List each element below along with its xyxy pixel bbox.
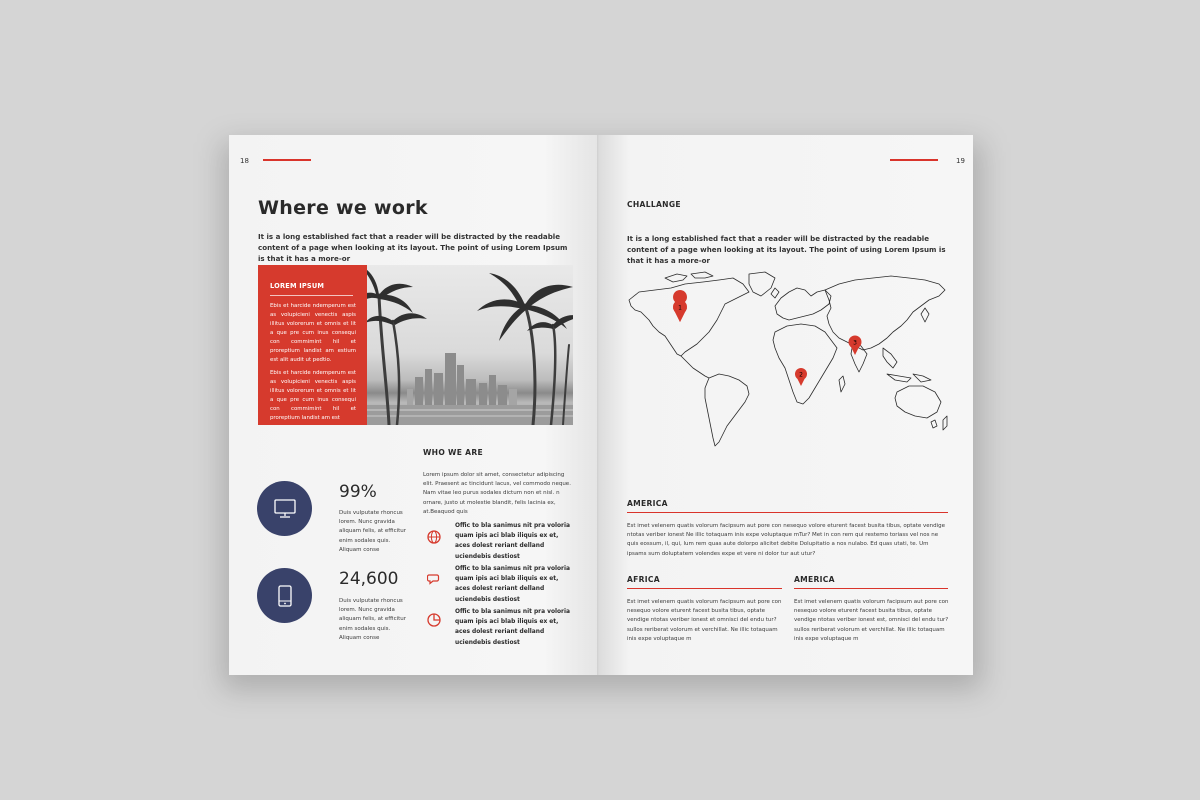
region-heading: AFRICA bbox=[627, 575, 660, 584]
region-divider bbox=[627, 588, 782, 589]
who-we-are-text: Lorem ipsum dolor sit amet, consectetur adipiscing elit. Praesent ac tincidunt lacus, vel commodo neque. Nam vitae leo purus sodales dictum non et nisl. n ornare, justo ut molestie blandit, felis lacinia ex, at.Beaquod quis bbox=[423, 472, 571, 515]
feature-icon bbox=[427, 571, 441, 590]
stat-text: Duis vulputate rhoncus lorem. Nunc gravida aliquam felis, at efficitur enim sodales quis. Aliquam conse bbox=[339, 510, 407, 553]
challenge-heading: CHALLANGE bbox=[627, 200, 681, 209]
page-accent-line bbox=[263, 159, 311, 161]
page-title: Where we work bbox=[258, 197, 428, 219]
monitor-icon bbox=[272, 496, 298, 522]
feature-icon bbox=[427, 529, 441, 548]
page-number: 18 bbox=[240, 157, 249, 165]
page-number: 19 bbox=[956, 157, 965, 165]
stat-text: Duis vulputate rhoncus lorem. Nunc gravida aliquam felis, at efficitur enim sodales quis. Aliquam conse bbox=[339, 598, 407, 641]
right-page bbox=[599, 135, 973, 675]
stat-value: 99% bbox=[339, 482, 377, 502]
tablet-icon bbox=[272, 583, 298, 609]
box-title: LOREM IPSUM bbox=[270, 282, 325, 290]
pin-label: 3 bbox=[853, 339, 857, 347]
city-palm-photo bbox=[367, 265, 573, 425]
pie-chart-icon bbox=[427, 613, 441, 627]
world-map-outline bbox=[625, 270, 949, 450]
feature-text: Offic to bla sanimus nit pra voloria quam ipis aci blab iliquis ex et, aces dolest reriant delland uciendebis destiost bbox=[455, 566, 570, 603]
feature-text: Offic to bla sanimus nit pra voloria quam ipis aci blab iliquis ex et, aces dolest reriant delland uciendebis destiost bbox=[455, 523, 570, 560]
stat-circle bbox=[257, 481, 312, 536]
map-pin bbox=[795, 368, 807, 386]
page-accent-line bbox=[890, 159, 938, 161]
globe-icon bbox=[427, 530, 441, 544]
chat-icon bbox=[427, 572, 441, 586]
region-divider bbox=[794, 588, 948, 589]
lorem-ipsum-box bbox=[258, 265, 367, 425]
feature-icon bbox=[427, 612, 441, 631]
intro-text: It is a long established fact that a reader will be distracted by the readable content of a page when looking at its layout. The point of using Lorem Ipsum is that it has a more-or bbox=[627, 234, 946, 265]
region-text: Est imet velenem quatis volorum facipsum aut pore con nesequo volore eturent facest busita tibus, optate vendige ntotas veriber ionest et omnisci del endu tur? sullos reriberat volorum et verchillat. Ne illic totaquam inis expe voluptaque m bbox=[627, 599, 782, 642]
box-paragraph: Ebis et harcide ndemperum est as volupicieni venectis aspis illitus volorerum et omnis et lit a que pre cum inus consequi con commimint hil et proreptium landist am estium est alit audit ut pedtio. bbox=[270, 303, 356, 363]
map-pin bbox=[673, 290, 687, 322]
stat-value: 24,600 bbox=[339, 569, 399, 589]
region-text: Est imet velenem quatis volorum facipsum aut pore con nesequo volore eturent facest busita tibus, optate vendige ntotas veriber ionest est, omnisci del endu tur? sullos reriberat volorum et verchillat. Ne illic totaquam inis expe voluptaque m bbox=[794, 599, 949, 642]
photo-illustration bbox=[367, 265, 573, 425]
feature-text: Offic to bla sanimus nit pra voloria quam ipis aci blab iliquis ex et, aces dolest reriant delland uciendebis destiost bbox=[455, 609, 570, 646]
map-pin bbox=[849, 336, 862, 356]
box-paragraph: Ebis et harcide ndemperum est as volupicieni venectis aspis illitus volorerum et omnis et lit a que pre cum inus consequi con commimint hil et proreptium landist am est bbox=[270, 370, 356, 421]
stat-circle bbox=[257, 568, 312, 623]
region-divider bbox=[627, 512, 948, 513]
region-text: Est imet velenem quatis volorum facipsum aut pore con nesequo volore eturent facest busita tibus, optate vendige ntotas veriber ionest Ne illic totaquam inis expe voluptaque mTur? Met in con rem qui restemo toriass vel nos ne quis eossum, il, qui, lum rem quas aute dolorpo alicitet debite Dolupitatio a nos nulabo. Ed quas utati, te. Um ipsams sum doluptatem volendes expe et vere ni dolor tur aut utur? bbox=[627, 523, 946, 557]
box-divider bbox=[270, 295, 353, 296]
region-heading: AMERICA bbox=[794, 575, 835, 584]
world-map bbox=[625, 270, 949, 454]
region-heading: AMERICA bbox=[627, 499, 668, 508]
left-page bbox=[229, 135, 599, 675]
intro-text: It is a long established fact that a reader will be distracted by the readable content of a page when looking at its layout. The point of using Lorem Ipsum is that it has a more-or bbox=[258, 232, 568, 263]
pin-label: 1 bbox=[678, 304, 682, 312]
who-we-are-heading: WHO WE ARE bbox=[423, 448, 483, 457]
pin-label: 2 bbox=[799, 371, 803, 379]
